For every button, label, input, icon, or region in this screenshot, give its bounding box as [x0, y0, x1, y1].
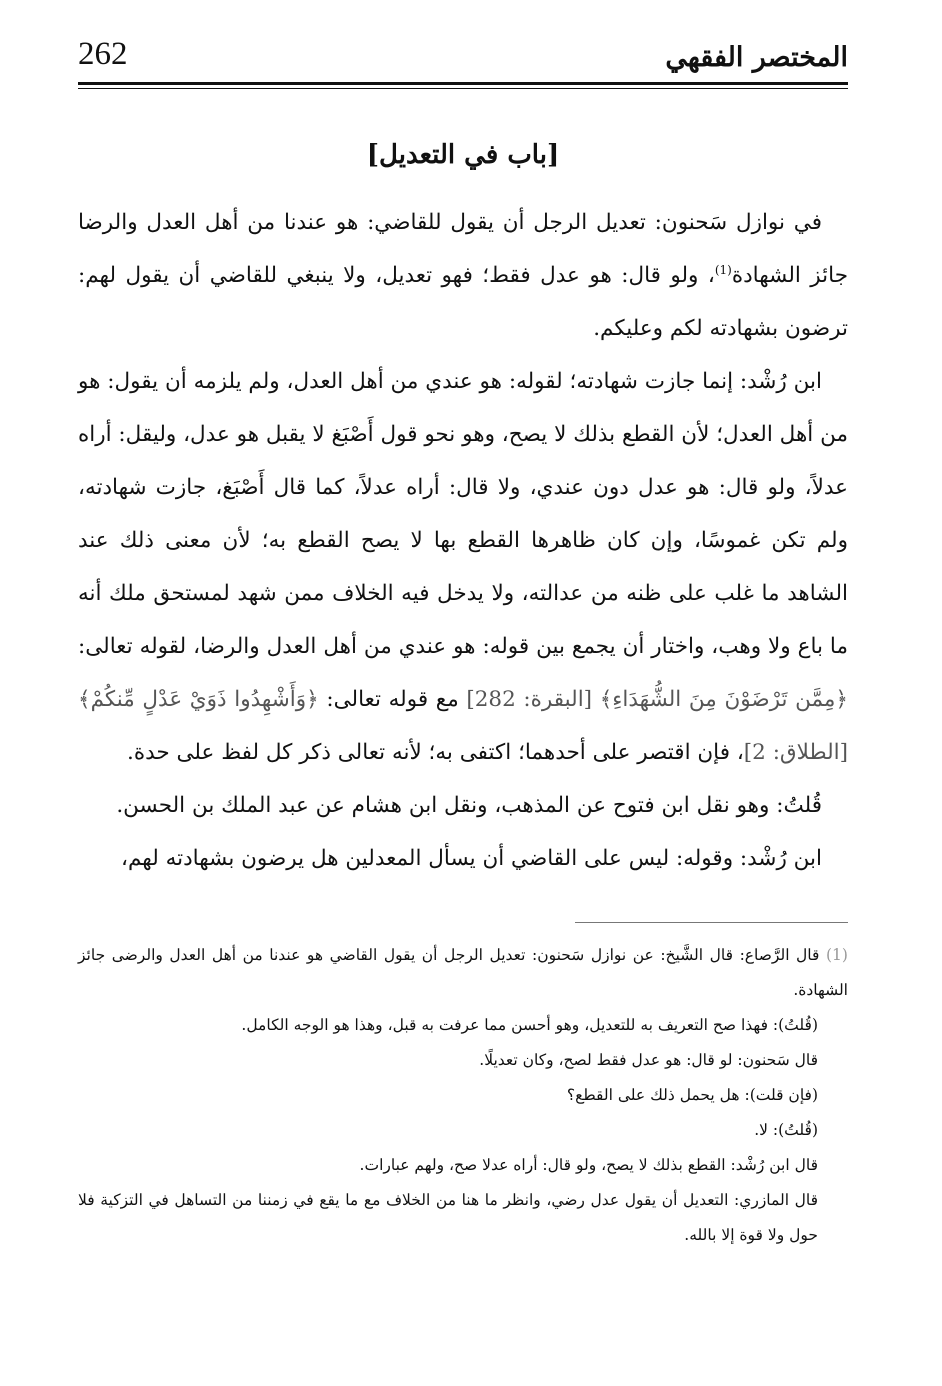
page-header: [78, 36, 848, 96]
paragraph-2-text: ابن رُشْد: إنما جازت شهادته؛ لقوله: هو عندي من أهل العدل، ولم يلزمه أن يقول: هو من أهل العدل؛ لأن القطع بذلك لا يصح، وهو نحو قول أَصْبَغ لا يقبل هو عدل، وليقل: أراه عدلاً، ولو قال: هو عدل دون عندي، ولا قال: أراه عدلاً، كما قال أَصْبَغ، جازت شهادته، ولم تكن غموسًا، وإن كان ظاهرها القطع بها لا يصح القطع به؛ لأن معنى ذلك عند الشاهد ما غلب على ظنه من عدالته، ولا يدخل فيه الخلاف ممن شهد لمستحق ملك أنه ما باع ولا وهب، واختار أن يجمع بين قوله: هو عندي من أهل العدل والرضا، لقوله تعالى:: [78, 369, 848, 659]
main-text: [78, 196, 848, 885]
paragraph-4: ابن رُشْد: وقوله: ليس على القاضي أن يسأل المعدلين هل يرضون بشهادته لهم،: [121, 846, 822, 871]
page-number: 262: [78, 36, 128, 72]
footnote-1-text: قال الرَّصاع: قال الشَّيخ: عن نوازل سَحنون: تعديل الرجل أن يقول القاضي هو عندنا من أهل العدل والرضى جائز الشهادة.: [78, 946, 848, 999]
paragraph-1: [78, 196, 848, 355]
header-rule-thin: [78, 88, 848, 89]
quran-citation-baqarah: ﴿مِمَّن تَرْضَوْنَ مِنَ الشُّهَدَاءِ﴾ [البقرة: 282]: [466, 687, 848, 712]
footnote-reference[interactable]: (1): [714, 262, 732, 277]
header-rule-thick: [78, 82, 848, 85]
footnote-marker: (1): [825, 946, 848, 964]
footnote-line-3: قال سَحنون: لو قال: هو عدل فقط لصح، وكان تعديلًا.: [479, 1051, 818, 1069]
footnotes: [78, 938, 848, 1253]
paragraph-3: قُلتُ: وهو نقل ابن فتوح عن المذهب، ونقل ابن هشام عن عبد الملك بن الحسن.: [116, 793, 822, 818]
footnote-line-5: (قُلتُ): لا.: [754, 1121, 818, 1139]
paragraph-1-rest: ، ولو قال: هو عدل فقط؛ فهو تعديل، ولا ينبغي للقاضي أن يقول لهم: ترضون بشهادته لكم وعليكم.: [78, 263, 848, 341]
chapter-heading: [باب في التعديل]: [366, 140, 560, 170]
quran-citation-talaq: ﴿وَأَشْهِدُوا ذَوَيْ عَدْلٍ مِّنكُمْ﴾ [الطلاق: 2]: [78, 687, 848, 765]
book-title: المختصر الفقهي: [665, 42, 848, 73]
footnote-line-2: (قُلتُ): فهذا صح التعريف به للتعديل، وهو أحسن مما عرفت به قبل، وهذا هو الوجه الكامل.: [241, 1016, 818, 1034]
paragraph-1-text: في نوازل سَحنون: تعديل الرجل أن يقول للقاضي: هو عندنا من أهل العدل والرضا جائز الشهادة: [78, 210, 848, 288]
footnote-separator: [575, 922, 848, 923]
paragraph-2-between: مع قوله تعالى:: [318, 687, 467, 712]
footnote-1: [78, 938, 848, 1008]
footnote-line-6: قال ابن رُشْد: القطع بذلك لا يصح، ولو قال: أراه عدلا صح، ولهم عبارات.: [359, 1156, 818, 1174]
paragraph-2: [78, 355, 848, 779]
paragraph-2-after: ، فإن اقتصر على أحدهما؛ اكتفى به؛ لأنه تعالى ذكر كل لفظ على حدة.: [127, 740, 744, 765]
footnote-line-7: قال المازري: التعديل أن يقول عدل رضي، وانظر ما هنا من الخلاف مع ما يقع في زمننا من التساهل في التزكية فلا حول ولا قوة إلا بالله.: [78, 1191, 819, 1244]
footnote-line-4: (فإن قلت): هل يحمل ذلك على القطع؟: [566, 1086, 818, 1104]
